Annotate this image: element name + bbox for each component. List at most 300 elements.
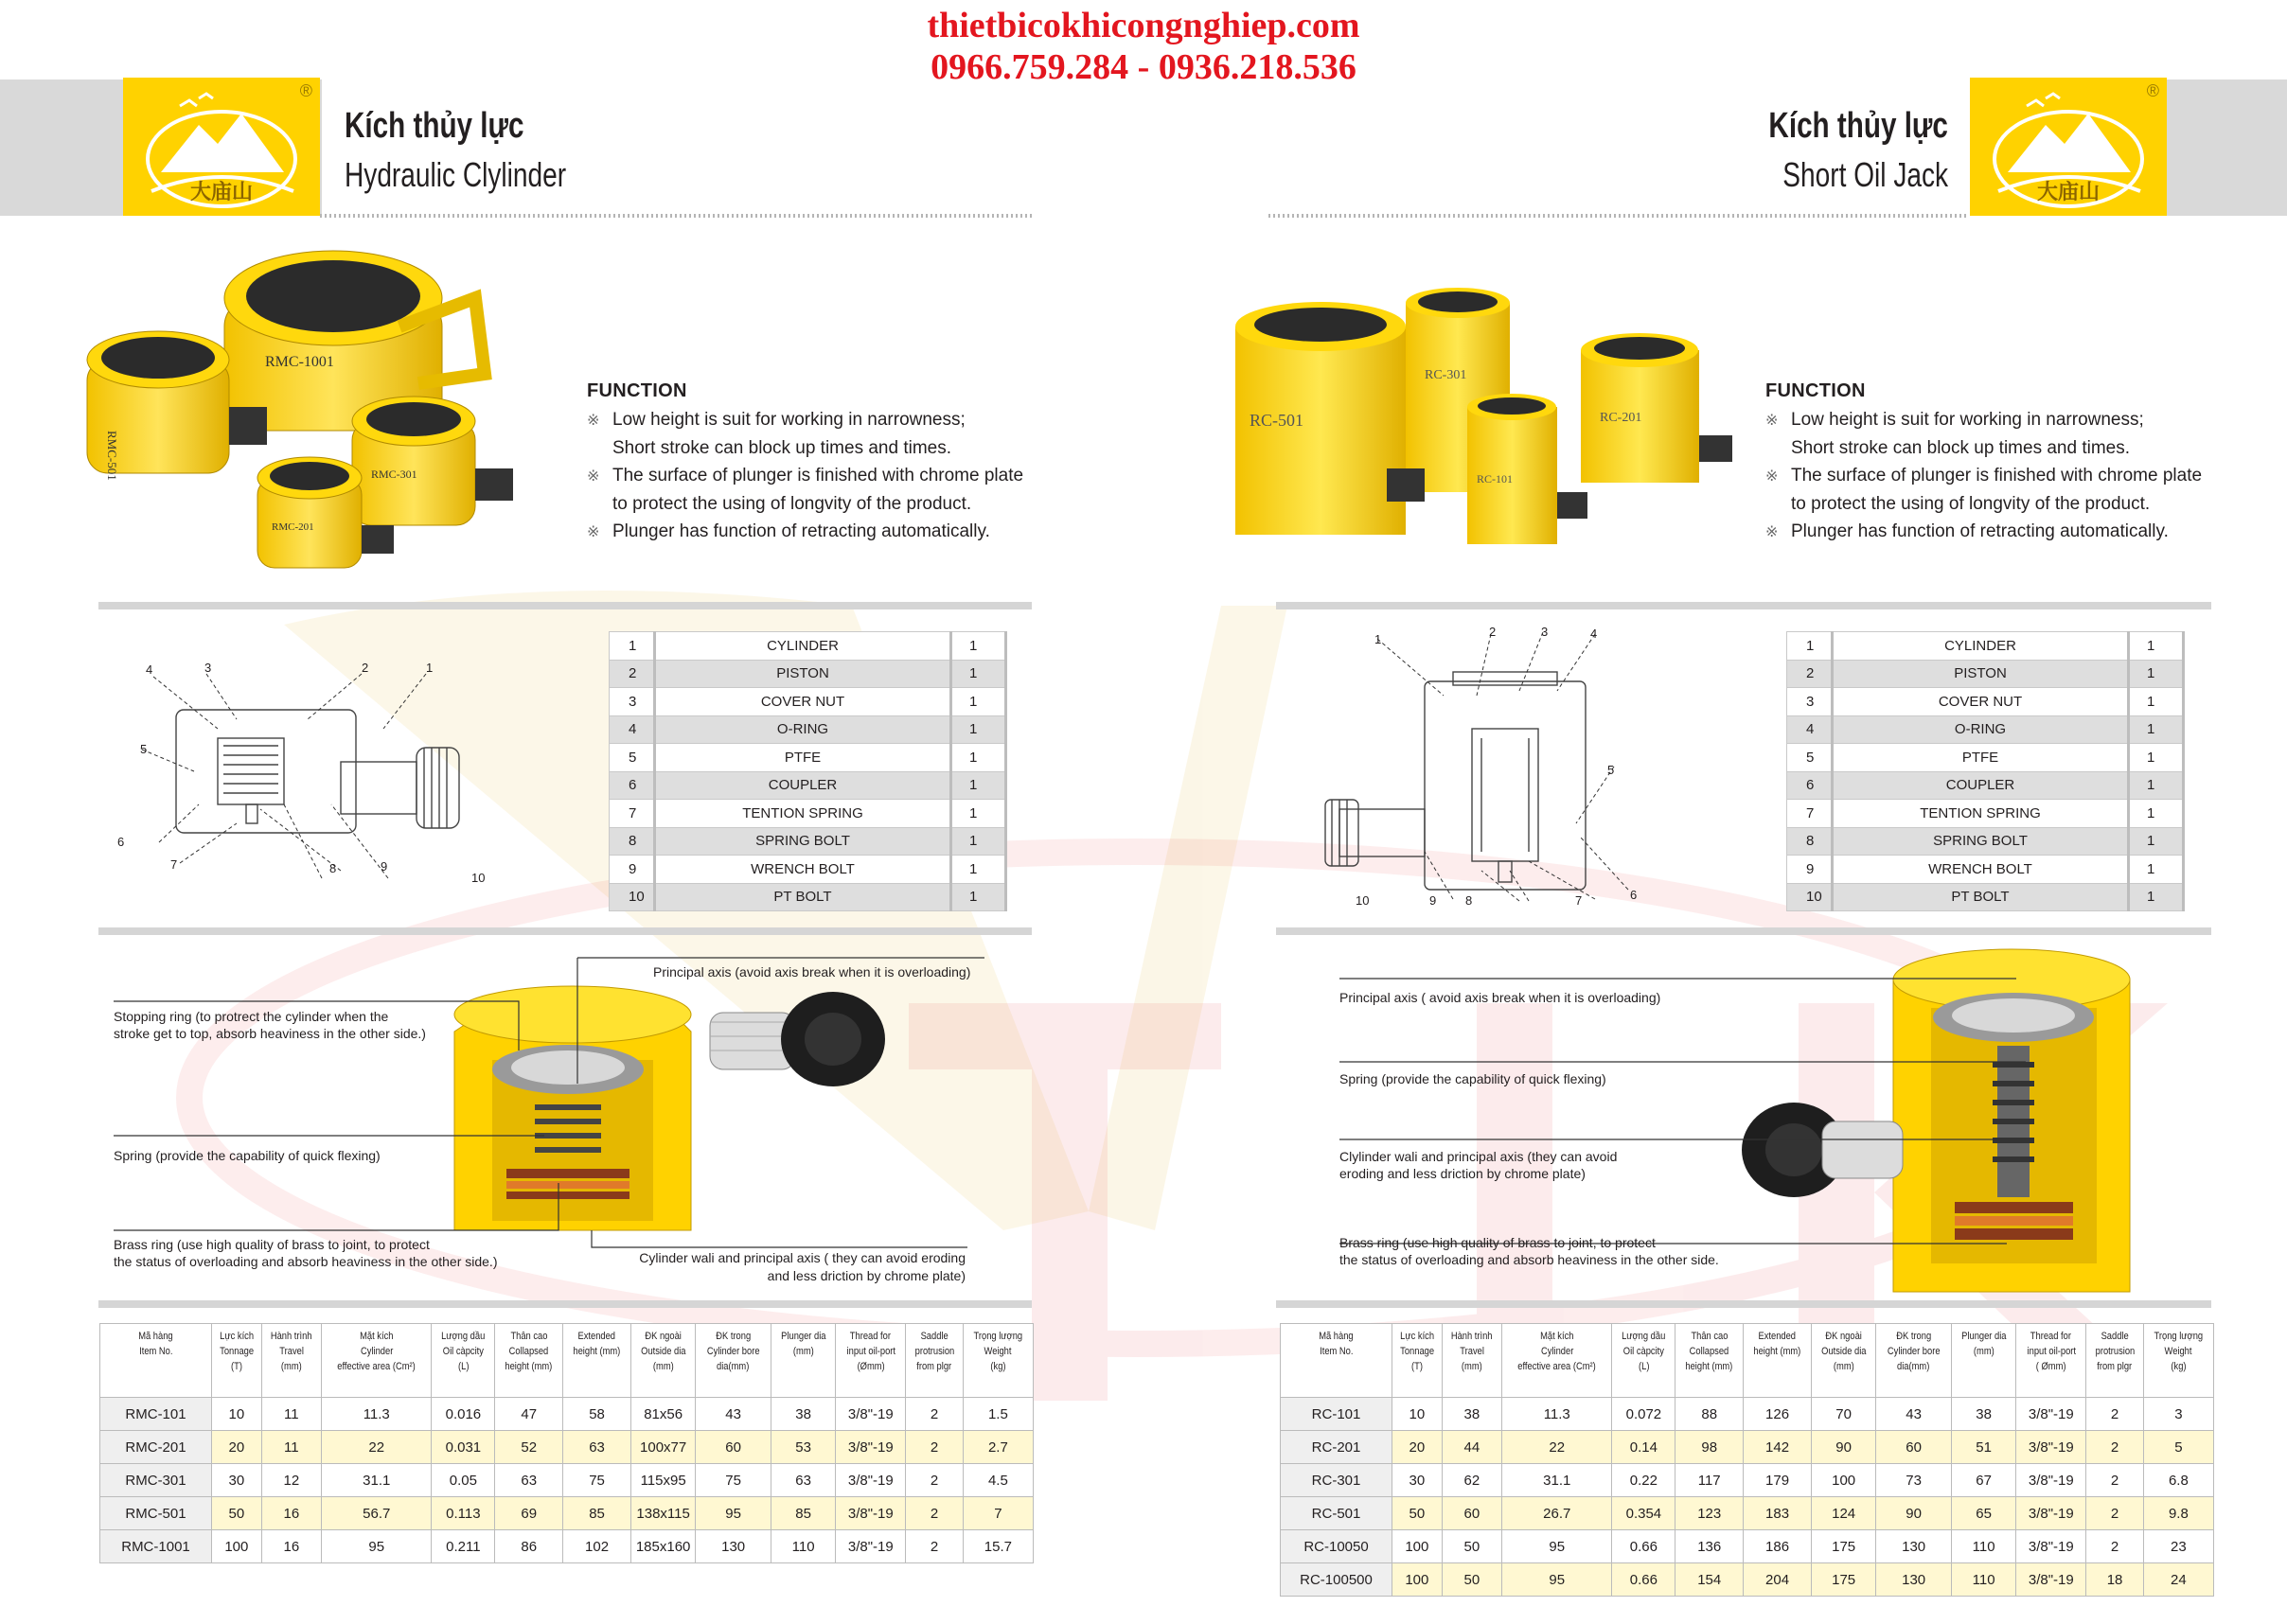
spec-cell: 3/8"-19 [2016, 1431, 2086, 1464]
spec-cell: 115x95 [630, 1464, 695, 1497]
spec-item-no: RMC-501 [100, 1497, 212, 1530]
spec-cell: 100 [1392, 1530, 1443, 1563]
spec-cell: 5 [2143, 1431, 2213, 1464]
spec-cell: 10 [212, 1398, 262, 1431]
spec-cell: 70 [1811, 1398, 1875, 1431]
function-item: ※ Low height is suit for working in narrowness; [587, 406, 1023, 434]
svg-text:RMC-301: RMC-301 [371, 468, 417, 481]
table-row [1281, 1497, 2214, 1530]
spec-cell: 53 [771, 1431, 835, 1464]
parts-no: 6 [610, 771, 655, 800]
spec-cell: 0.113 [432, 1497, 495, 1530]
spec-header: Thread for input oil-port (Ømm) [836, 1324, 906, 1398]
spec-cell: 95 [322, 1530, 432, 1563]
spec-cell: 75 [696, 1464, 771, 1497]
svg-text:RC-201: RC-201 [1600, 411, 1642, 425]
spec-header: ĐK ngoài Outside dia (mm) [630, 1324, 695, 1398]
spec-header: Lượng dầu Oil càpcity (L) [1612, 1324, 1675, 1398]
spec-header: ĐK trong Cylinder bore dia(mm) [1876, 1324, 1952, 1398]
svg-text:RMC-1001: RMC-1001 [265, 354, 334, 370]
function-item: ※ The surface of plunger is finished with chrome plate [1765, 462, 2202, 490]
parts-no: 1 [610, 632, 655, 661]
spec-cell: 58 [563, 1398, 631, 1431]
spec-header: Thân cao Collapsed height (mm) [495, 1324, 563, 1398]
spec-item-no: RMC-201 [100, 1431, 212, 1464]
spec-header: Saddle protrusion from plgr [2086, 1324, 2143, 1398]
parts-qty: 1 [2129, 856, 2184, 884]
spec-cell: 0.22 [1612, 1464, 1675, 1497]
diagram-callout: 7 [170, 857, 178, 872]
parts-no: 5 [1787, 744, 1833, 772]
diagram-callout: 1 [1374, 632, 1382, 646]
spec-item-no: RC-201 [1281, 1431, 1392, 1464]
annotation-cylinder-wall-cont: and less driction by chrome plate) [767, 1268, 966, 1283]
spec-cell: 2 [906, 1530, 963, 1563]
spec-cell: 75 [563, 1464, 631, 1497]
parts-no: 6 [1787, 771, 1833, 800]
spec-cell: 0.211 [432, 1530, 495, 1563]
spec-cell: 130 [1876, 1563, 1952, 1597]
spec-cell: 60 [1442, 1497, 1501, 1530]
spec-cell: 3/8"-19 [836, 1497, 906, 1530]
diagram-callout: 9 [381, 859, 388, 874]
spec-cell: 10 [1392, 1398, 1443, 1431]
function-item-cont: to protect the using of longvity of the product. [612, 494, 972, 514]
spec-header: Mã hàng Item No. [1281, 1324, 1392, 1398]
spec-header: Extended height (mm) [563, 1324, 631, 1398]
reference-mark-icon: ※ [1765, 524, 1779, 540]
spec-cell: 50 [1392, 1497, 1443, 1530]
parts-no: 9 [610, 856, 655, 884]
table-row [100, 1530, 1034, 1563]
spec-cell: 183 [1744, 1497, 1812, 1530]
spec-cell: 0.354 [1612, 1497, 1675, 1530]
spec-cell: 123 [1675, 1497, 1744, 1530]
diagram-callout: 7 [1575, 893, 1583, 908]
spec-cell: 175 [1811, 1563, 1875, 1597]
spec-cell: 44 [1442, 1431, 1501, 1464]
spec-cell: 142 [1744, 1431, 1812, 1464]
spec-cell: 47 [495, 1398, 563, 1431]
spec-cell: 90 [1811, 1431, 1875, 1464]
spec-cell: 38 [771, 1398, 835, 1431]
annotation-brass-ring: Brass ring (use high quality of brass to joint, to protect [114, 1237, 430, 1252]
spec-cell: 38 [1951, 1398, 2015, 1431]
spec-cell: 23 [2143, 1530, 2213, 1563]
spec-cell: 100 [212, 1530, 262, 1563]
parts-name: PT BOLT [655, 883, 951, 911]
parts-no: 4 [610, 715, 655, 744]
function-item-cont: Short stroke can block up times and times. [612, 438, 951, 458]
reference-mark-icon: ※ [1765, 468, 1779, 485]
parts-no: 9 [1787, 856, 1833, 884]
svg-text:RMC-201: RMC-201 [272, 521, 314, 533]
spec-cell: 110 [1951, 1563, 2015, 1597]
parts-qty: 1 [2129, 771, 2184, 800]
spec-header: Mã hàng Item No. [100, 1324, 212, 1398]
parts-name: PTFE [655, 744, 951, 772]
spec-cell: 98 [1675, 1431, 1744, 1464]
spec-item-no: RMC-1001 [100, 1530, 212, 1563]
spec-header: Hành trình Travel (mm) [261, 1324, 321, 1398]
spec-cell: 63 [563, 1431, 631, 1464]
spec-cell: 3/8"-19 [836, 1464, 906, 1497]
spec-cell: 67 [1951, 1464, 2015, 1497]
spec-cell: 3/8"-19 [2016, 1497, 2086, 1530]
parts-name: O-RING [655, 715, 951, 744]
spec-cell: 117 [1675, 1464, 1744, 1497]
table-row [100, 1398, 1034, 1431]
spec-header: Hành trình Travel (mm) [1442, 1324, 1501, 1398]
spec-cell: 63 [771, 1464, 835, 1497]
table-row [100, 1431, 1034, 1464]
parts-qty: 1 [951, 827, 1006, 856]
spec-item-no: RC-100500 [1281, 1563, 1392, 1597]
spec-cell: 86 [495, 1530, 563, 1563]
spec-header: Saddle protrusion from plgr [906, 1324, 963, 1398]
phone-numbers: 0966.759.284 - 0936.218.536 [931, 47, 1356, 87]
function-item: ※ Plunger has function of retracting automatically. [1765, 518, 2202, 546]
spec-header: Plunger dia (mm) [1951, 1324, 2015, 1398]
reference-mark-icon: ※ [587, 468, 600, 485]
spec-cell: 179 [1744, 1464, 1812, 1497]
parts-qty: 1 [2129, 744, 2184, 772]
reference-mark-icon: ※ [587, 524, 600, 540]
parts-qty: 1 [2129, 800, 2184, 828]
spec-header: Thread for input oil-port ( Ømm) [2016, 1324, 2086, 1398]
diagram-callout: 4 [146, 662, 153, 677]
function-heading-left: FUNCTION [587, 380, 687, 401]
spec-cell: 11 [261, 1398, 321, 1431]
spec-cell: 100x77 [630, 1431, 695, 1464]
spec-cell: 136 [1675, 1530, 1744, 1563]
function-heading-right: FUNCTION [1765, 380, 1866, 401]
svg-text:大庙山: 大庙山 [189, 181, 254, 204]
spec-table-left [99, 1323, 1034, 1563]
parts-no: 2 [610, 660, 655, 688]
diagram-callout: 8 [329, 861, 337, 875]
parts-name: O-RING [1833, 715, 2129, 744]
website-url[interactable]: thietbicokhicongnghiep.com [927, 6, 1360, 45]
diagram-callout: 5 [140, 742, 148, 756]
spec-item-no: RC-10050 [1281, 1530, 1392, 1563]
spec-header: ĐK ngoài Outside dia (mm) [1811, 1324, 1875, 1398]
spec-cell: 2 [906, 1398, 963, 1431]
spec-cell: 24 [2143, 1563, 2213, 1597]
diagram-callout: 3 [1541, 625, 1549, 639]
spec-cell: 175 [1811, 1530, 1875, 1563]
spec-cell: 124 [1811, 1497, 1875, 1530]
diagram-callout: 2 [362, 661, 369, 675]
spec-cell: 6.8 [2143, 1464, 2213, 1497]
spec-cell: 20 [212, 1431, 262, 1464]
parts-name: PT BOLT [1833, 883, 2129, 911]
parts-name: PISTON [655, 660, 951, 688]
spec-item-no: RMC-101 [100, 1398, 212, 1431]
parts-qty: 1 [951, 715, 1006, 744]
title-en-left: Hydraulic Clylinder [345, 155, 567, 194]
function-item-cont: Short stroke can block up times and times. [1791, 438, 2130, 458]
spec-cell: 60 [1876, 1431, 1952, 1464]
spec-cell: 85 [563, 1497, 631, 1530]
spec-cell: 2 [2086, 1398, 2143, 1431]
spec-cell: 1.5 [963, 1398, 1033, 1431]
spec-cell: 110 [1951, 1530, 2015, 1563]
diagram-callout: 10 [471, 871, 486, 885]
parts-qty: 1 [951, 771, 1006, 800]
parts-no: 2 [1787, 660, 1833, 688]
spec-cell: 2 [906, 1464, 963, 1497]
diagram-callout: 4 [1590, 627, 1598, 641]
parts-no: 1 [1787, 632, 1833, 661]
spec-cell: 3 [2143, 1398, 2213, 1431]
spec-item-no: RC-501 [1281, 1497, 1392, 1530]
spec-header: Mặt kích Cylinder effective area (Cm²) [322, 1324, 432, 1398]
spec-cell: 138x115 [630, 1497, 695, 1530]
spec-header: Thân cao Collapsed height (mm) [1675, 1324, 1744, 1398]
table-row [1281, 1398, 2214, 1431]
spec-cell: 9.8 [2143, 1497, 2213, 1530]
spec-cell: 0.66 [1612, 1563, 1675, 1597]
spec-cell: 38 [1442, 1398, 1501, 1431]
spec-cell: 0.016 [432, 1398, 495, 1431]
parts-qty: 1 [951, 660, 1006, 688]
spec-cell: 0.66 [1612, 1530, 1675, 1563]
table-row [1281, 1563, 2214, 1597]
diagram-callout: 9 [1429, 893, 1437, 908]
spec-cell: 95 [1502, 1563, 1612, 1597]
annotation-cylinder-wall: Cylinder wali and principal axis ( they can avoid eroding [639, 1250, 966, 1265]
spec-cell: 2 [2086, 1431, 2143, 1464]
spec-cell: 130 [696, 1530, 771, 1563]
parts-qty: 1 [951, 688, 1006, 716]
table-row [100, 1497, 1034, 1530]
spec-header: Trọng lượng Weight (kg) [2143, 1324, 2213, 1398]
annotation-spring: Spring (provide the capability of quick flexing) [114, 1148, 381, 1163]
spec-cell: 62 [1442, 1464, 1501, 1497]
spec-cell: 102 [563, 1530, 631, 1563]
spec-cell: 11.3 [322, 1398, 432, 1431]
parts-name: TENTION SPRING [1833, 800, 2129, 828]
reference-mark-icon: ※ [587, 413, 600, 429]
spec-cell: 52 [495, 1431, 563, 1464]
parts-no: 3 [1787, 688, 1833, 716]
svg-text:RC-501: RC-501 [1250, 411, 1304, 430]
spec-cell: 20 [1392, 1431, 1443, 1464]
spec-cell: 0.072 [1612, 1398, 1675, 1431]
spec-cell: 126 [1744, 1398, 1812, 1431]
parts-qty: 1 [2129, 660, 2184, 688]
spec-cell: 22 [322, 1431, 432, 1464]
annotation-brass-ring: Brass ring (use high quality of brass to joint, to protect [1339, 1235, 1656, 1250]
spec-cell: 95 [1502, 1530, 1612, 1563]
function-item: ※ The surface of plunger is finished with chrome plate [587, 462, 1023, 490]
spec-cell: 204 [1744, 1563, 1812, 1597]
parts-qty: 1 [2129, 715, 2184, 744]
spec-cell: 31.1 [322, 1464, 432, 1497]
title-en-right: Short Oil Jack [1782, 155, 1948, 194]
spec-cell: 185x160 [630, 1530, 695, 1563]
svg-text:RC-301: RC-301 [1425, 368, 1467, 382]
table-row [1281, 1464, 2214, 1497]
annotation-principal-axis: Principal axis ( avoid axis break when it is overloading) [1339, 990, 1661, 1005]
spec-cell: 0.031 [432, 1431, 495, 1464]
svg-text:大庙山: 大庙山 [2036, 181, 2101, 204]
parts-no: 8 [610, 827, 655, 856]
spec-cell: 69 [495, 1497, 563, 1530]
spec-cell: 50 [1442, 1563, 1501, 1597]
parts-name: COVER NUT [1833, 688, 2129, 716]
spec-cell: 73 [1876, 1464, 1952, 1497]
spec-cell: 85 [771, 1497, 835, 1530]
table-row [1281, 1530, 2214, 1563]
parts-no: 7 [610, 800, 655, 828]
annotation-brass-ring-cont: the status of overloading and absorb heaviness in the other side. [1339, 1252, 1719, 1267]
function-item: ※ Plunger has function of retracting automatically. [587, 518, 1023, 546]
spec-cell: 30 [1392, 1464, 1443, 1497]
spec-header: Plunger dia (mm) [771, 1324, 835, 1398]
parts-qty: 1 [951, 632, 1006, 661]
table-row [100, 1464, 1034, 1497]
parts-name: TENTION SPRING [655, 800, 951, 828]
spec-cell: 15.7 [963, 1530, 1033, 1563]
parts-name: COUPLER [655, 771, 951, 800]
diagram-callout: 3 [204, 661, 212, 675]
spec-cell: 18 [2086, 1563, 2143, 1597]
spec-cell: 2 [2086, 1497, 2143, 1530]
spec-cell: 12 [261, 1464, 321, 1497]
spec-cell: 31.1 [1502, 1464, 1612, 1497]
spec-cell: 2.7 [963, 1431, 1033, 1464]
spec-cell: 100 [1811, 1464, 1875, 1497]
annotation-principal-axis: Principal axis (avoid axis break when it is overloading) [653, 964, 971, 980]
parts-no: 8 [1787, 827, 1833, 856]
spec-cell: 3/8"-19 [2016, 1398, 2086, 1431]
spec-cell: 26.7 [1502, 1497, 1612, 1530]
reference-mark-icon: ※ [1765, 413, 1779, 429]
annotation-brass-ring-cont: the status of overloading and absorb heaviness in the other side.) [114, 1254, 498, 1269]
function-item: ※ Low height is suit for working in narrowness; [1765, 406, 2202, 434]
diagram-callout: 6 [1630, 888, 1638, 902]
diagram-callout: 1 [426, 661, 434, 675]
diagram-callout: 6 [117, 835, 125, 849]
svg-text:RC-101: RC-101 [1477, 472, 1514, 485]
spec-cell: 2 [906, 1431, 963, 1464]
spec-cell: 88 [1675, 1398, 1744, 1431]
annotation-cylinder-wall: Clylinder wali and principal axis (they can avoid [1339, 1149, 1618, 1164]
parts-no: 7 [1787, 800, 1833, 828]
function-item-cont: to protect the using of longvity of the product. [1791, 494, 2151, 514]
parts-name: CYLINDER [655, 632, 951, 661]
spec-cell: 110 [771, 1530, 835, 1563]
parts-no: 5 [610, 744, 655, 772]
parts-name: SPRING BOLT [655, 827, 951, 856]
parts-qty: 1 [2129, 632, 2184, 661]
parts-qty: 1 [951, 856, 1006, 884]
spec-header: Lực kích Tonnage (T) [212, 1324, 262, 1398]
spec-cell: 51 [1951, 1431, 2015, 1464]
spec-cell: 81x56 [630, 1398, 695, 1431]
spec-cell: 50 [1442, 1530, 1501, 1563]
spec-header: Extended height (mm) [1744, 1324, 1812, 1398]
spec-cell: 56.7 [322, 1497, 432, 1530]
spec-table-right [1280, 1323, 2214, 1597]
spec-cell: 2 [906, 1497, 963, 1530]
parts-name: PTFE [1833, 744, 2129, 772]
spec-header: ĐK trong Cylinder bore dia(mm) [696, 1324, 771, 1398]
spec-cell: 130 [1876, 1530, 1952, 1563]
parts-no: 3 [610, 688, 655, 716]
diagram-callout: 2 [1489, 625, 1497, 639]
parts-no: 10 [610, 883, 655, 911]
spec-header: Mặt kích Cylinder effective area (Cm²) [1502, 1324, 1612, 1398]
parts-name: COVER NUT [655, 688, 951, 716]
title-vi-right: Kích thủy lực [1768, 106, 1948, 146]
parts-name: WRENCH BOLT [1833, 856, 2129, 884]
spec-cell: 50 [212, 1497, 262, 1530]
spec-cell: 11 [261, 1431, 321, 1464]
parts-name: CYLINDER [1833, 632, 2129, 661]
spec-cell: 16 [261, 1497, 321, 1530]
annotation-cylinder-wall-cont: eroding and less driction by chrome plate) [1339, 1166, 1586, 1181]
spec-cell: 60 [696, 1431, 771, 1464]
diagram-callout: 5 [1607, 763, 1615, 777]
spec-cell: 0.05 [432, 1464, 495, 1497]
spec-cell: 43 [1876, 1398, 1952, 1431]
parts-name: SPRING BOLT [1833, 827, 2129, 856]
spec-cell: 3/8"-19 [2016, 1464, 2086, 1497]
parts-qty: 1 [951, 800, 1006, 828]
spec-cell: 2 [2086, 1464, 2143, 1497]
parts-qty: 1 [2129, 688, 2184, 716]
table-row [1281, 1431, 2214, 1464]
annotation-spring: Spring (provide the capability of quick flexing) [1339, 1071, 1606, 1086]
annotation-stopping-ring-cont: stroke get to top, absorb heaviness in the other side.) [114, 1026, 426, 1041]
registered-icon: ® [2146, 81, 2159, 100]
spec-cell: 2 [2086, 1530, 2143, 1563]
annotation-stopping-ring: Stopping ring (to protrect the cylinder when the [114, 1009, 389, 1024]
spec-cell: 30 [212, 1464, 262, 1497]
spec-cell: 22 [1502, 1431, 1612, 1464]
spec-item-no: RC-101 [1281, 1398, 1392, 1431]
spec-cell: 3/8"-19 [836, 1398, 906, 1431]
parts-name: WRENCH BOLT [655, 856, 951, 884]
parts-no: 10 [1787, 883, 1833, 911]
registered-icon: ® [299, 81, 312, 100]
spec-cell: 95 [696, 1497, 771, 1530]
diagram-callout: 8 [1465, 893, 1473, 908]
spec-cell: 186 [1744, 1530, 1812, 1563]
spec-header: Lượng dầu Oil càpcity (L) [432, 1324, 495, 1398]
spec-cell: 65 [1951, 1497, 2015, 1530]
spec-cell: 0.14 [1612, 1431, 1675, 1464]
spec-cell: 100 [1392, 1563, 1443, 1597]
parts-qty: 1 [951, 744, 1006, 772]
spec-cell: 63 [495, 1464, 563, 1497]
spec-header: Lực kích Tonnage (T) [1392, 1324, 1443, 1398]
spec-header: Trọng lượng Weight (kg) [963, 1324, 1033, 1398]
spec-cell: 3/8"-19 [2016, 1563, 2086, 1597]
spec-cell: 3/8"-19 [2016, 1530, 2086, 1563]
parts-no: 4 [1787, 715, 1833, 744]
spec-cell: 4.5 [963, 1464, 1033, 1497]
spec-item-no: RMC-301 [100, 1464, 212, 1497]
parts-qty: 1 [951, 883, 1006, 911]
spec-cell: 90 [1876, 1497, 1952, 1530]
spec-cell: 154 [1675, 1563, 1744, 1597]
parts-name: COUPLER [1833, 771, 2129, 800]
parts-qty: 1 [2129, 827, 2184, 856]
